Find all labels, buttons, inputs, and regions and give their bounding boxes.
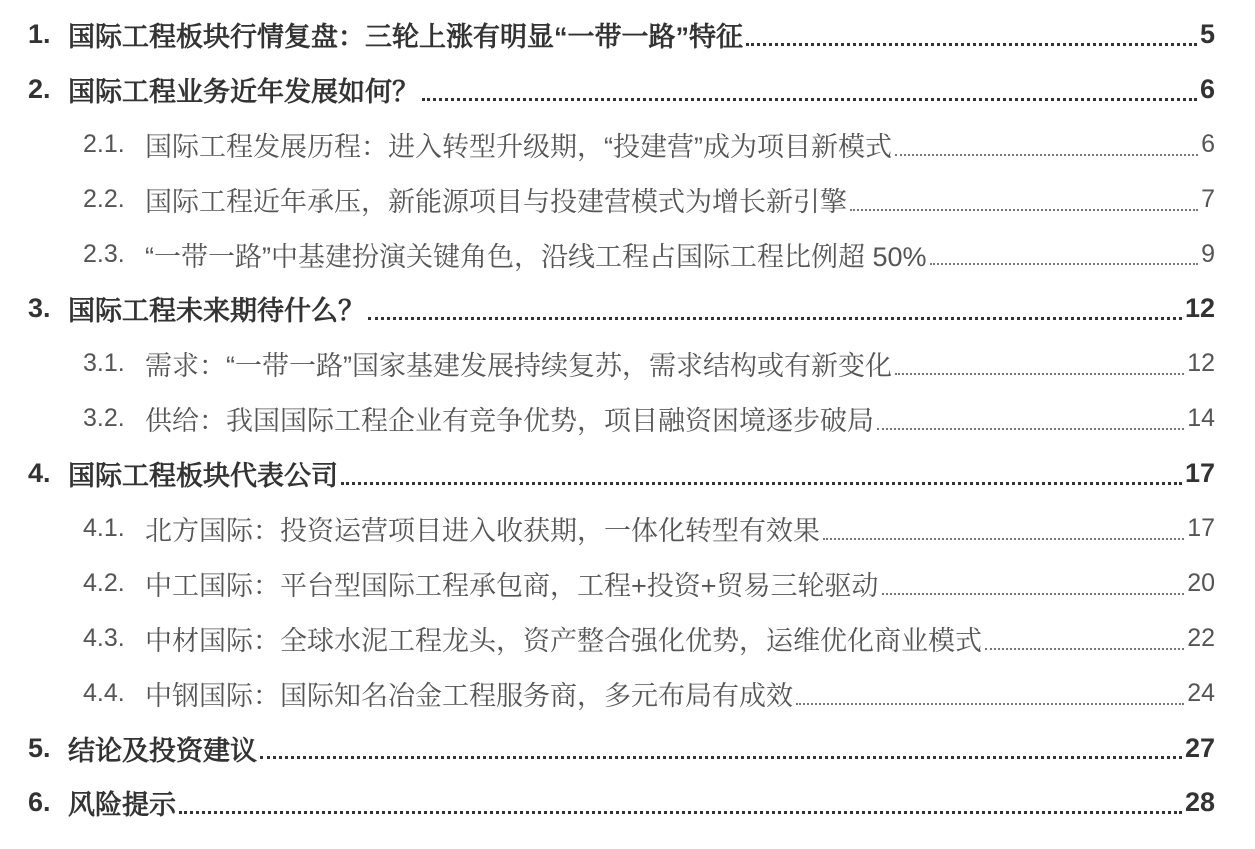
toc-entry-page: 27: [1184, 732, 1215, 763]
toc-entry-title: 结论及投资建议: [68, 735, 257, 766]
dot-leader: [877, 428, 1184, 430]
toc-entry-page: 9: [1201, 239, 1215, 268]
toc-entry-3-1[interactable]: [0, 336, 1255, 391]
toc-entry-2-3[interactable]: [0, 227, 1255, 282]
toc-entry-number: 3.1.: [83, 349, 125, 378]
toc-entry-title: 风险提示: [68, 790, 176, 821]
toc-entry-page: 20: [1187, 568, 1215, 597]
toc-entry-title: 国际工程业务近年发展如何？: [68, 76, 419, 107]
toc-entry-6[interactable]: [0, 775, 1255, 830]
dot-leader: [746, 43, 1197, 46]
toc-entry-number: 2.2.: [83, 184, 125, 213]
dot-leader: [341, 482, 1182, 485]
toc-entry-number: 5.: [28, 732, 51, 763]
toc-entry-number: 4.3.: [83, 623, 125, 652]
toc-entry-4-2[interactable]: [0, 556, 1255, 611]
toc-entry-page: 7: [1201, 184, 1215, 213]
dot-leader: [882, 593, 1185, 595]
toc-entry-page: 28: [1184, 787, 1215, 818]
dot-leader: [422, 98, 1197, 101]
dot-leader: [796, 703, 1184, 705]
toc-entry-3-2[interactable]: [0, 391, 1255, 446]
toc-entry-title: 国际工程板块代表公司: [68, 461, 338, 492]
toc-entry-number: 4.: [28, 458, 51, 489]
toc-entry-2[interactable]: [0, 62, 1255, 117]
toc-entry-number: 4.1.: [83, 513, 125, 542]
toc-entry-title: 国际工程板块行情复盘：三轮上涨有明显“一带一路”特征: [68, 21, 743, 52]
table-of-contents: [0, 7, 1255, 830]
toc-entry-page: 17: [1187, 513, 1215, 542]
dot-leader: [179, 811, 1182, 814]
toc-entry-page: 14: [1187, 404, 1215, 433]
toc-entry-3[interactable]: [0, 281, 1255, 336]
toc-entry-page: 6: [1201, 129, 1215, 158]
toc-entry-4-3[interactable]: [0, 611, 1255, 666]
toc-entry-title: 中材国际：全球水泥工程龙头，资产整合强化优势，运维优化商业模式: [145, 625, 982, 656]
toc-entry-4[interactable]: [0, 446, 1255, 501]
toc-entry-page: 24: [1187, 678, 1215, 707]
dot-leader: [823, 538, 1184, 540]
toc-entry-title: 中钢国际：国际知名冶金工程服务商，多元布局有成效: [145, 680, 793, 711]
toc-entry-number: 2.3.: [83, 239, 125, 268]
toc-entry-title: 国际工程未来期待什么？: [68, 296, 365, 327]
toc-entry-number: 3.: [28, 293, 51, 324]
dot-leader: [368, 317, 1182, 320]
toc-entry-4-1[interactable]: [0, 501, 1255, 556]
dot-leader: [985, 648, 1184, 650]
toc-entry-4-4[interactable]: [0, 666, 1255, 721]
toc-entry-page: 12: [1184, 293, 1215, 324]
dot-leader: [260, 756, 1182, 759]
toc-entry-2-2[interactable]: [0, 172, 1255, 227]
toc-entry-number: 4.2.: [83, 568, 125, 597]
toc-entry-number: 4.4.: [83, 678, 125, 707]
toc-entry-2-1[interactable]: [0, 117, 1255, 172]
toc-entry-number: 1.: [28, 18, 51, 49]
dot-leader: [930, 263, 1199, 265]
toc-entry-page: 12: [1187, 349, 1215, 378]
dot-leader: [850, 209, 1198, 211]
toc-entry-title: “一带一路”中基建扮演关键角色，沿线工程占国际工程比例超 50%: [145, 241, 927, 272]
toc-entry-page: 6: [1199, 73, 1215, 104]
toc-entry-1[interactable]: [0, 7, 1255, 62]
toc-entry-number: 2.: [28, 73, 51, 104]
toc-entry-number: 2.1.: [83, 129, 125, 158]
toc-entry-title: 国际工程发展历程：进入转型升级期，“投建营”成为项目新模式: [145, 131, 892, 162]
toc-entry-page: 17: [1184, 458, 1215, 489]
toc-entry-title: 国际工程近年承压，新能源项目与投建营模式为增长新引擎: [145, 186, 847, 217]
toc-entry-page: 22: [1187, 623, 1215, 652]
toc-entry-title: 北方国际：投资运营项目进入收获期，一体化转型有效果: [145, 515, 820, 546]
dot-leader: [895, 373, 1184, 375]
toc-entry-title: 中工国际：平台型国际工程承包商，工程+投资+贸易三轮驱动: [145, 570, 879, 601]
toc-entry-title: 供给：我国国际工程企业有竞争优势，项目融资困境逐步破局: [145, 406, 874, 437]
toc-entry-5[interactable]: [0, 721, 1255, 776]
toc-entry-number: 3.2.: [83, 404, 125, 433]
dot-leader: [895, 154, 1198, 156]
toc-entry-title: 需求：“一带一路”国家基建发展持续复苏，需求结构或有新变化: [145, 351, 892, 382]
toc-entry-page: 5: [1199, 18, 1215, 49]
toc-entry-number: 6.: [28, 787, 51, 818]
